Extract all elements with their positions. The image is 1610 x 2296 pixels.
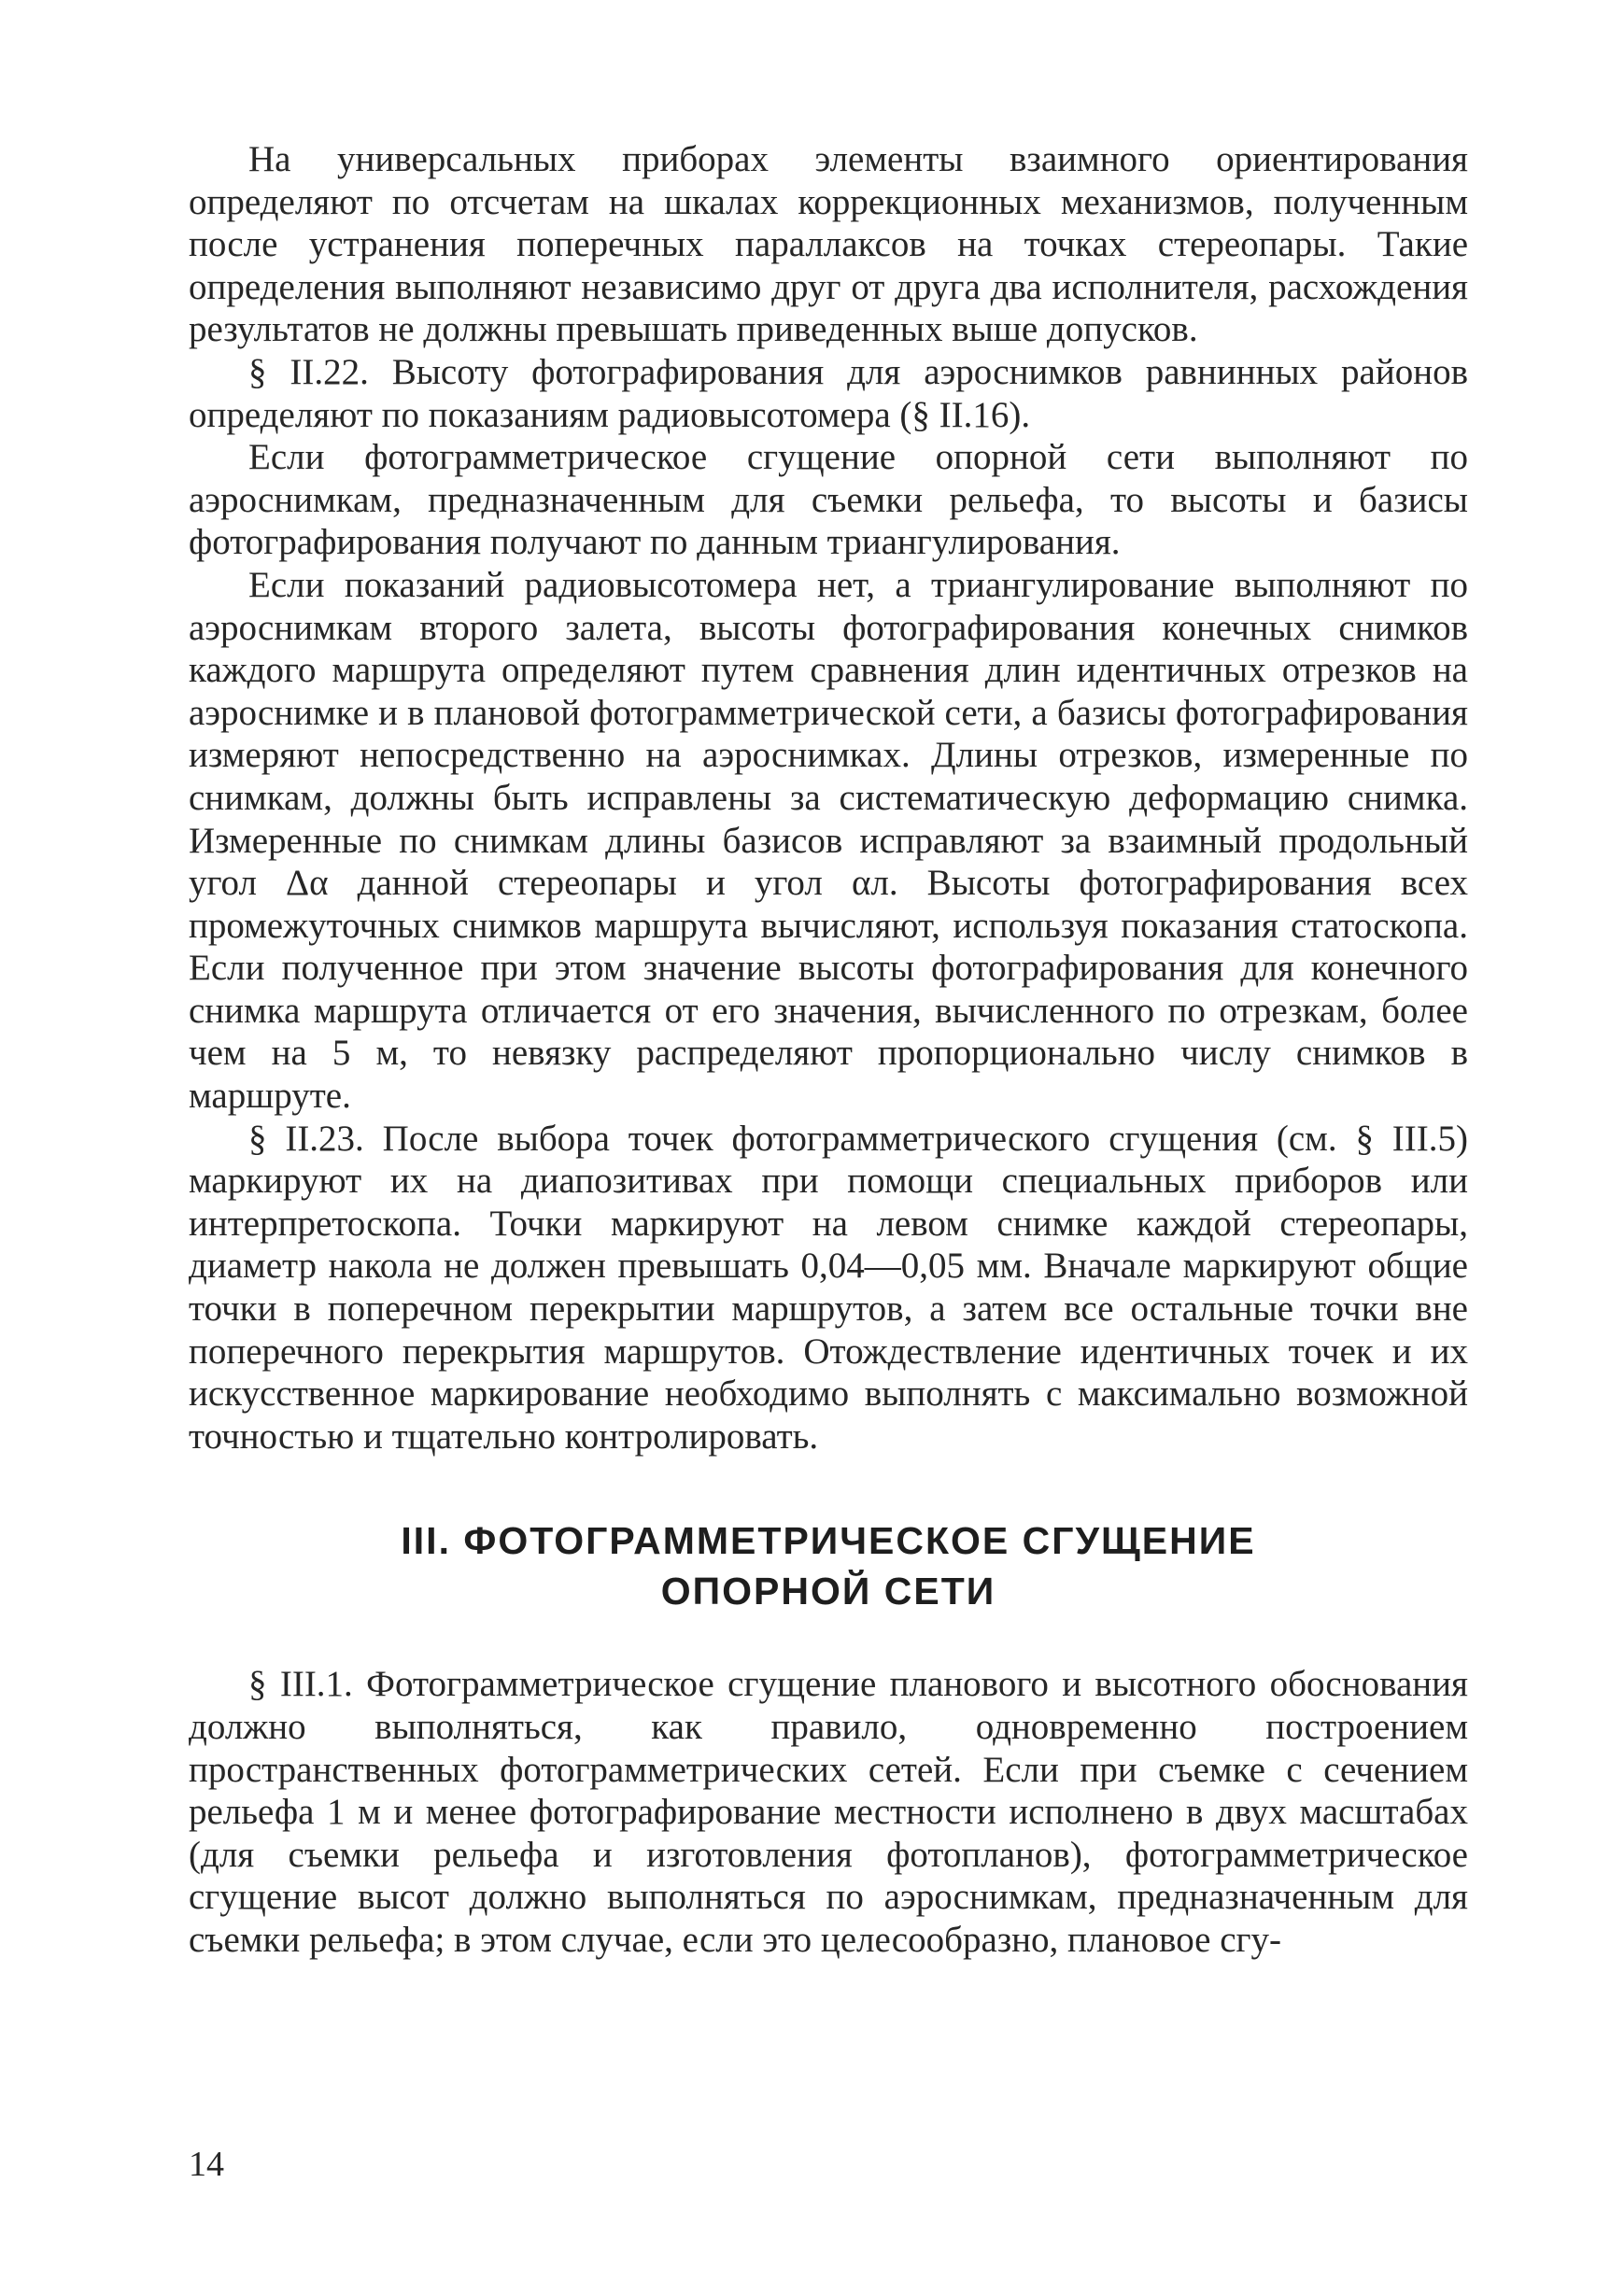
paragraph-no-radio-altimeter: Если показаний радиовысотомера нет, а триангулирование выполняют по аэроснимкам второго залета, высоты фотографирования конечных снимков каждого маршрута определяют путем сравнения длин идентичных отрезков на аэроснимке и в плановой фотограмметрической сети, а базисы фотографирования измеряют непосредственно на аэроснимках. Длины отрезков, измеренные по снимкам, должны быть исправлены за систематическую деформацию снимка. Измеренные по снимкам длины базисов исправляют за взаимный продольный угол Δα данной стереопары и угол αл. Высоты фотографирования всех промежуточных снимков маршрута вычисляют, используя показания статоскопа. Если полученное при этом значение высоты фотографирования для конечного снимка маршрута отличается от его значения, вычисленного по отрезкам, более чем на 5 м, то невязку распределяют пропорционально числу снимков в маршруте. [189, 564, 1468, 1117]
paragraph-orientation-elements: На универсальных приборах элементы взаимного ориентирования определяют по отсчетам на шкалах коррекционных механизмов, полученным после устранения поперечных параллаксов на точках стереопары. Такие определения выполняют независимо друг от друга два исполнителя, расхождения результатов не должны превышать приведенных выше допусков. [189, 139, 1468, 350]
section-heading [189, 1515, 1468, 1616]
paragraph-section-3-1: § III.1. Фотограмметрическое сгущение планового и высотного обоснования должно выполняться, как правило, одновременно построением пространственных фотограмметрических сетей. Если при съемке с сечением рельефа 1 м и менее фотографирование местности исполнено в двух масштабах (для съемки рельефа и изготовления фотопланов), фотограмметрическое сгущение высот должно выполняться по аэроснимкам, предназначенным для съемки рельефа; в этом случае, если это целесообразно, плановое сгу- [189, 1664, 1468, 1960]
page-body [189, 138, 1468, 2192]
section-heading-line-1: III. ФОТОГРАММЕТРИЧЕСКОЕ СГУЩЕНИЕ [401, 1519, 1256, 1563]
page-number: 14 [189, 2145, 224, 2184]
paragraph-section-2-23: § II.23. После выбора точек фотограмметрического сгущения (см. § III.5) маркируют их на диапозитивах при помощи специальных приборов или интерпретоскопа. Точки маркируют на левом снимке каждой стереопары, диаметр накола не должен превышать 0,04—0,05 мм. Вначале маркируют общие точки в поперечном перекрытии маршрутов, а затем все остальные точки вне поперечного перекрытия маршрутов. Отождествление идентичных точек и их искусственное маркирование необходимо выполнять с максимально возможной точностью и тщательно контролировать. [189, 1118, 1468, 1457]
paragraph-relief-photos: Если фотограмметрическое сгущение опорной сети выполняют по аэроснимкам, предназначенным для съемки рельефа, то высоты и базисы фотографирования получают по данным триангулирования. [189, 437, 1468, 563]
paragraph-section-2-22: § II.22. Высоту фотографирования для аэроснимков равнинных районов определяют по показаниям радиовысотомера (§ II.16). [189, 351, 1468, 435]
section-heading-line-2: ОПОРНОЙ СЕТИ [660, 1570, 996, 1613]
